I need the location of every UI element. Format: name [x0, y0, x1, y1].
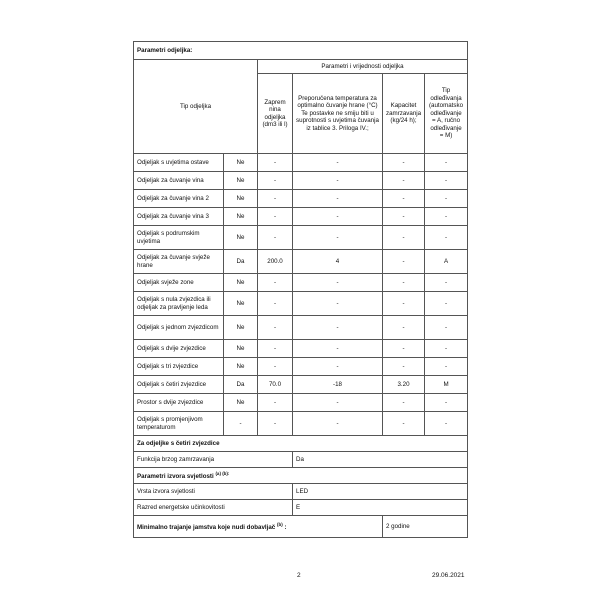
compartment-volume: -	[258, 340, 293, 358]
compartment-present: Ne	[224, 172, 258, 190]
compartment-name: Odjeljak za čuvanje svježe hrane	[134, 250, 224, 274]
compartment-volume: -	[258, 226, 293, 250]
compartment-capacity: -	[383, 394, 425, 412]
table-row	[134, 154, 468, 172]
table-row	[134, 208, 468, 226]
table-row	[134, 316, 468, 340]
compartment-volume: -	[258, 154, 293, 172]
section-title: Parametri odjeljka:	[134, 42, 468, 60]
compartment-name: Odjeljak za čuvanje vina	[134, 172, 224, 190]
compartment-present: -	[224, 412, 258, 436]
table-row	[134, 190, 468, 208]
compartment-present: Ne	[224, 208, 258, 226]
defrost-header: Tip odleđivanja (automatsko odleđivanje = A, ručno odleđivanje = M)	[425, 74, 468, 154]
compartment-name: Odjeljak s dvije zvjezdice	[134, 340, 224, 358]
compartment-present: Ne	[224, 358, 258, 376]
compartment-temperature: -	[293, 226, 383, 250]
table-row	[134, 250, 468, 274]
document-date: 29.06.2021	[432, 572, 465, 579]
compartment-defrost: -	[425, 316, 468, 340]
four-star-title: Za odjeljke s četiri zvjezdice	[134, 436, 468, 452]
compartment-defrost: -	[425, 226, 468, 250]
type-header: Tip odjeljka	[134, 60, 258, 154]
compartment-defrost: -	[425, 358, 468, 376]
compartment-capacity: -	[383, 292, 425, 316]
compartment-capacity: 3.20	[383, 376, 425, 394]
compartment-present: Da	[224, 376, 258, 394]
compartment-present: Ne	[224, 316, 258, 340]
compartment-defrost: -	[425, 292, 468, 316]
compartment-capacity: -	[383, 358, 425, 376]
compartment-name: Odjeljak svježe zone	[134, 274, 224, 292]
table-row	[134, 340, 468, 358]
energy-class-label: Razred energetske učinkovitosti	[134, 500, 293, 516]
compartment-present: Ne	[224, 340, 258, 358]
compartment-temperature: -	[293, 208, 383, 226]
compartment-volume: -	[258, 394, 293, 412]
compartment-capacity: -	[383, 250, 425, 274]
temperature-header: Preporučena temperatura za optimalno čuvanje hrane (°C) Te postavke ne smiju biti u suprotnosti s uvjetima čuvanja iz tablice 3. Prilogа IV.;	[293, 74, 383, 154]
compartment-name: Prostor s dvije zvjezdice	[134, 394, 224, 412]
compartment-name: Odjeljak za čuvanje vina 3	[134, 208, 224, 226]
compartment-defrost: -	[425, 154, 468, 172]
compartment-capacity: -	[383, 172, 425, 190]
compartment-temperature: -	[293, 292, 383, 316]
table-row	[134, 394, 468, 412]
compartment-temperature: -	[293, 154, 383, 172]
table-row	[134, 376, 468, 394]
compartment-defrost: -	[425, 208, 468, 226]
compartment-defrost: -	[425, 172, 468, 190]
warranty-label: Minimalno trajanje jamstva koje nudi dobavljač $^{(b)}$ :	[134, 516, 383, 538]
compartment-temperature: -	[293, 412, 383, 436]
table-row	[134, 358, 468, 376]
compartment-capacity: -	[383, 274, 425, 292]
compartment-volume: -	[258, 208, 293, 226]
compartment-present: Ne	[224, 190, 258, 208]
compartment-name: Odjeljak s četiri zvjezdice	[134, 376, 224, 394]
table-row	[134, 274, 468, 292]
compartment-volume: 70.0	[258, 376, 293, 394]
warranty-value: 2 godine	[383, 516, 468, 538]
compartment-volume: -	[258, 172, 293, 190]
compartment-volume: 200.0	[258, 250, 293, 274]
compartment-capacity: -	[383, 412, 425, 436]
page-number: 2	[297, 572, 301, 579]
table-row	[134, 412, 468, 436]
volume-header: Zaprem nina odjeljka (dm3 ili l)	[258, 74, 293, 154]
compartment-parameters-table	[133, 41, 468, 538]
compartment-capacity: -	[383, 154, 425, 172]
compartment-defrost: A	[425, 250, 468, 274]
compartment-defrost: -	[425, 340, 468, 358]
compartment-present: Ne	[224, 154, 258, 172]
compartment-defrost: -	[425, 190, 468, 208]
compartment-capacity: -	[383, 190, 425, 208]
compartment-capacity: -	[383, 316, 425, 340]
compartment-present: Ne	[224, 394, 258, 412]
light-type-label: Vrsta izvora svjetlosti	[134, 484, 293, 500]
fast-freeze-value: Da	[293, 452, 468, 468]
compartment-name: Odjeljak s jednom zvjezdicom	[134, 316, 224, 340]
compartment-defrost: -	[425, 394, 468, 412]
compartment-defrost: -	[425, 274, 468, 292]
compartment-present: Ne	[224, 274, 258, 292]
compartment-defrost: -	[425, 412, 468, 436]
compartment-temperature: -	[293, 340, 383, 358]
table-row	[134, 172, 468, 190]
compartment-volume: -	[258, 190, 293, 208]
compartment-capacity: -	[383, 226, 425, 250]
table-row	[134, 292, 468, 316]
compartment-volume: -	[258, 274, 293, 292]
compartment-volume: -	[258, 358, 293, 376]
compartment-volume: -	[258, 316, 293, 340]
compartment-temperature: -	[293, 274, 383, 292]
compartment-volume: -	[258, 412, 293, 436]
compartment-capacity: -	[383, 208, 425, 226]
params-header: Parametri i vrijednosti odjeljka	[258, 60, 468, 74]
compartment-defrost: M	[425, 376, 468, 394]
compartment-name: Odjeljak s tri zvjezdice	[134, 358, 224, 376]
compartment-name: Odjeljak s nula zvjezdica ili odjeljak za pravljenje leda	[134, 292, 224, 316]
compartment-temperature: -	[293, 172, 383, 190]
compartment-temperature: -	[293, 190, 383, 208]
compartment-temperature: -18	[293, 376, 383, 394]
light-source-title: Parametri izvora svjetlosti $^{(a) (b):}$	[134, 468, 468, 484]
compartment-temperature: -	[293, 316, 383, 340]
compartment-name: Odjeljak s promjenjivom temperaturom	[134, 412, 224, 436]
compartment-present: Ne	[224, 292, 258, 316]
compartment-capacity: -	[383, 340, 425, 358]
light-type-value: LED	[293, 484, 468, 500]
energy-class-value: E	[293, 500, 468, 516]
compartment-volume: -	[258, 292, 293, 316]
compartment-name: Odjeljak s podrumskim uvjetima	[134, 226, 224, 250]
capacity-header: Kapacitet zamrzavanja (kg/24 h);	[383, 74, 425, 154]
fast-freeze-label: Funkcija brzog zamrzavanja	[134, 452, 293, 468]
compartment-present: Ne	[224, 226, 258, 250]
table-row	[134, 226, 468, 250]
compartment-name: Odjeljak za čuvanje vina 2	[134, 190, 224, 208]
compartment-temperature: -	[293, 358, 383, 376]
compartment-name: Odjeljak s uvjetima ostave	[134, 154, 224, 172]
compartment-temperature: -	[293, 394, 383, 412]
compartment-present: Da	[224, 250, 258, 274]
compartment-temperature: 4	[293, 250, 383, 274]
